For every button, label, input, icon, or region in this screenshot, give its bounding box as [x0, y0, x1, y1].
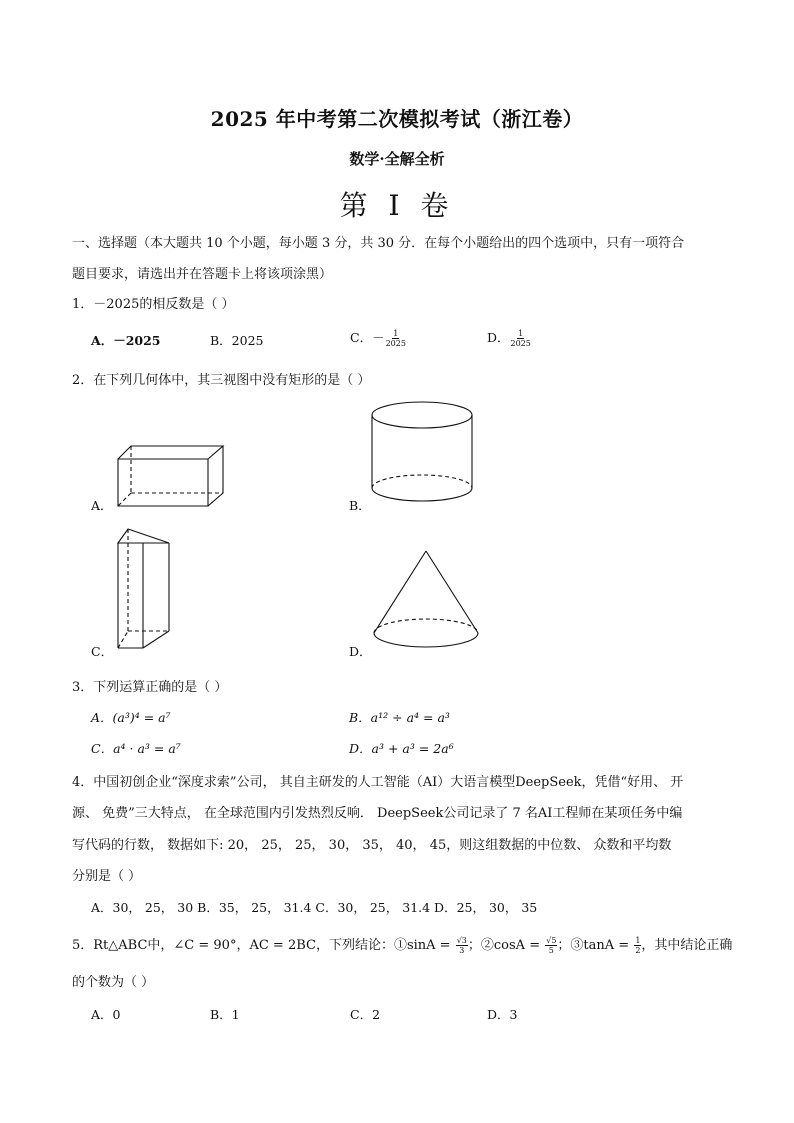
section-instructions-line1: 一、选择题（本大题共 10 个小题，每小题 3 分，共 30 分．在每个小题给出的四个选项中，只有一项符合	[72, 236, 685, 251]
q5-line2: 的个数为（ ）	[72, 975, 155, 990]
q1-d-numerator: 1	[518, 329, 524, 338]
q5-fraction-2	[545, 936, 557, 955]
volume-heading: 第 I 卷	[339, 189, 455, 222]
q3-option-c: C．a⁴ · a³ = a⁷	[91, 741, 181, 756]
q4-options: A．30， 25， 30 B．35， 25， 31.4 C．30， 25， 31.4 D．25， 30， 35	[91, 900, 538, 915]
q2-stem: 2．在下列几何体中，其三视图中没有矩形的是（ ）	[72, 373, 371, 388]
q1-c-numerator: 1	[393, 329, 399, 338]
q1-option-d	[487, 328, 531, 348]
q2-option-c-label: C．	[91, 644, 114, 659]
q5-option-c: C．2	[350, 1007, 381, 1022]
q5-option-b: B．1	[210, 1007, 240, 1022]
q4-line1: 4．中国初创企业“深度求索”公司， 其自主研发的人工智能（AI）大语言模型DeepSeek，凭借“好用、 开	[72, 775, 684, 790]
q5-text-d: ，其中结论正确	[641, 938, 733, 953]
q5-f1-denominator: 3	[459, 946, 465, 955]
cone-figure	[372, 549, 482, 651]
q1-option-b: B．2025	[210, 333, 264, 348]
q3-option-a: A．(a³)⁴ = a⁷	[91, 710, 171, 725]
q1-option-d-prefix: D．	[487, 330, 510, 345]
q4-line4: 分别是（ ）	[72, 869, 142, 884]
triangular-prism-figure	[113, 527, 175, 652]
cylinder-figure	[370, 400, 475, 505]
q1-c-denominator: 2025	[385, 339, 406, 348]
q1-option-c	[350, 328, 406, 348]
q5-text-c: ；③tanA =	[557, 938, 634, 953]
q4-line2: 源、 免费”三大特点， 在全球范围内引发热烈反响． DeepSeek公司记录了 7 名AI工程师在某项任务中编	[72, 806, 683, 821]
page-title: 2025 年中考第二次模拟考试（浙江卷）	[210, 107, 584, 131]
q5-option-d: D．3	[487, 1007, 518, 1022]
q5-fraction-1	[456, 936, 468, 955]
q5-text-a: 5．Rt△ABC中，∠C = 90°，AC = 2BC，下列结论：①sinA =	[72, 938, 455, 953]
q5-f3-denominator: 2	[635, 946, 641, 955]
q1-option-c-fraction	[386, 329, 406, 348]
q4-line3: 写代码的行数， 数据如下: 20， 25， 25， 30， 35， 40， 45，则这组数据的中位数、 众数和平均数	[72, 838, 672, 853]
q1-option-a: A．－2025	[91, 333, 161, 348]
page-subtitle: 数学·全解全析	[349, 150, 445, 168]
q5-text-b: ；②cosA =	[467, 938, 545, 953]
q5-line1	[72, 934, 732, 955]
q1-option-d-fraction	[511, 329, 531, 348]
q5-f2-denominator: 5	[548, 946, 554, 955]
cuboid-figure	[115, 443, 227, 509]
q3-stem: 3．下列运算正确的是（ ）	[72, 680, 228, 695]
q5-f3-numerator: 1	[635, 936, 641, 945]
q3-option-d: D．a³ + a³ = 2a⁶	[349, 741, 454, 756]
q1-option-c-prefix: C．－	[350, 330, 385, 345]
q3-option-b: B．a¹² ÷ a⁴ = a³	[349, 710, 450, 725]
q5-option-a: A．0	[91, 1007, 121, 1022]
q1-stem: 1．－2025的相反数是（ ）	[72, 297, 235, 312]
section-instructions-line2: 题目要求，请选出并在答题卡上将该项涂黑）	[72, 267, 333, 282]
q2-option-a-label: A．	[91, 498, 113, 513]
q5-f1-numerator: √3	[456, 936, 467, 945]
q1-d-denominator: 2025	[510, 339, 531, 348]
q5-f2-numerator: √5	[546, 936, 557, 945]
q2-option-b-label: B．	[349, 498, 371, 513]
q2-option-d-label: D．	[349, 644, 372, 659]
